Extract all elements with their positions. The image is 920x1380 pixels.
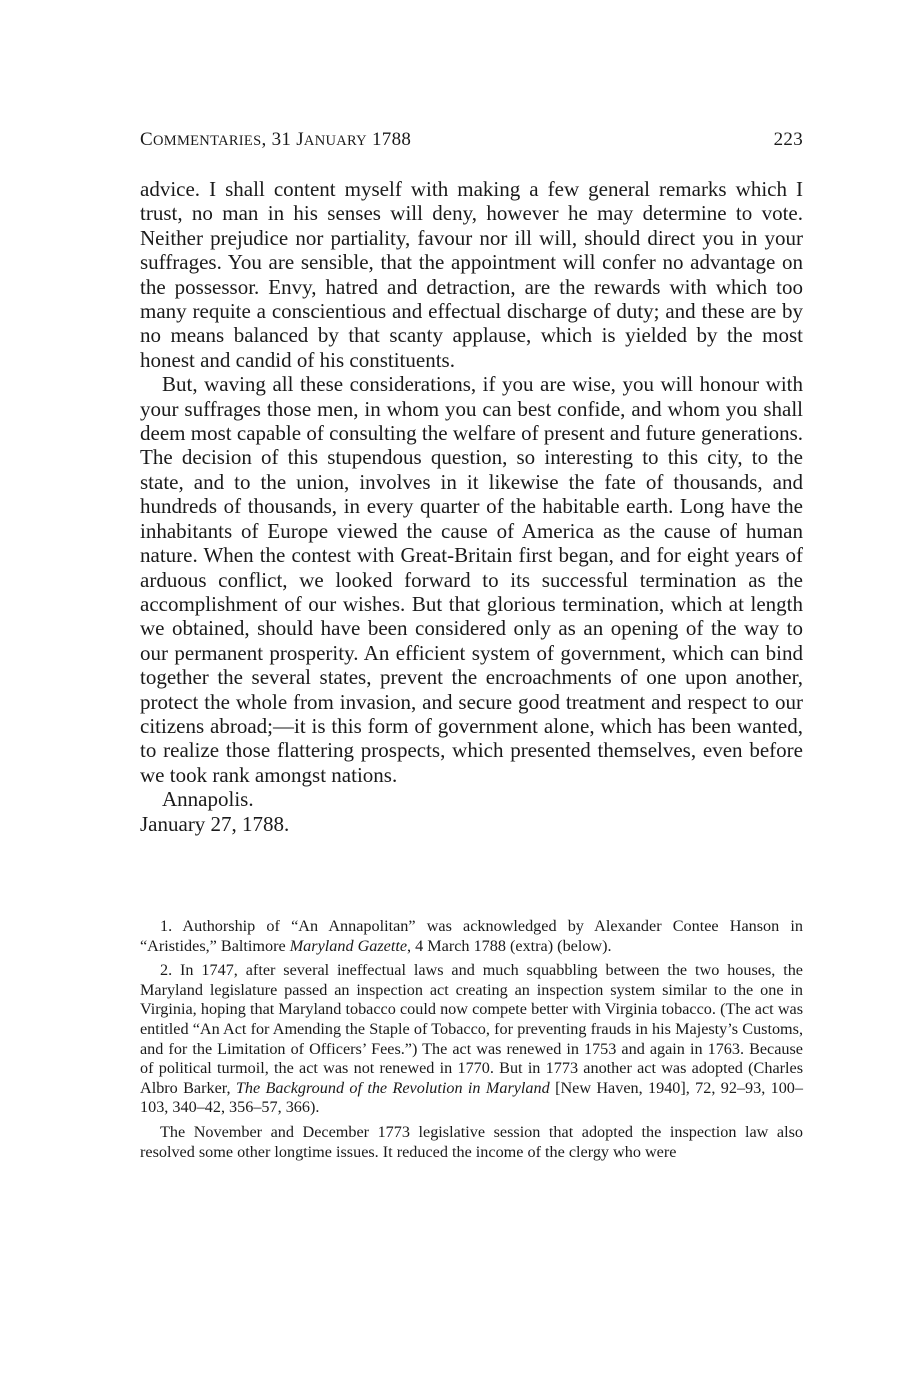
running-title-part: OMMENTARIES [152,133,262,149]
footnote-1 [140,917,803,956]
page-number: 223 [773,129,803,150]
running-title-part: , 31 [261,129,297,150]
footnote-segment: The November and December 1773 legislative session that adopted the inspection law also resolved some other longtime issues. It reduced the income of the clergy who were [140,1122,803,1161]
footnote-segment: Maryland Gazette [289,936,408,955]
footnote-segment: , 4 March 1788 (extra) (below). [407,936,612,955]
footnotes [140,917,803,1167]
footnote-segment: The Background of the Revolution in Maryland [235,1078,550,1097]
footnote-segment: 1. Authorship of “An Annapolitan” was acknowledged by Alexander Contee Hanson in “Aristides,” Baltimore [140,917,803,955]
dateline-place: Annapolis. [162,787,254,812]
main-text [140,177,803,836]
running-title-part: J [296,129,304,150]
running-title-part: ANUARY [303,133,367,149]
footnote-2 [140,961,803,1118]
footnote-segment: [New Haven, 1940], 72, 92–93, 100–103, 340–42, 356–57, 366). [140,1078,803,1117]
running-header [140,128,803,153]
dateline-date: January 27, 1788. [140,811,290,836]
body-paragraph-2: But, waving all these considerations, if you are wise, you will honour with your suffrages those men, in whom you can best confide, and whom you shall deem most capable of consulting the welfare of present and future generations. The decision of this stupendous question, so interesting to this city, to the state, and to the union, involves in it likewise the fate of thousands, and hundreds of thousands, in every quarter of the habitable earth. Long have the inhabitants of Europe viewed the cause of America as the cause of human nature. When the contest with Great-Britain first began, and for eight years of arduous conflict, we looked forward to its successful termination as the accomplishment of our wishes. But that glorious termination, which at length we obtained, should have been considered only as an opening of the way to our permanent prosperity. An efficient system of government, which can bind together the several states, prevent the encroachments of one upon another, protect the whole from invasion, and secure good treatment and respect to our citizens abroad;—it is this form of government alone, which has been wanted, to realize those flattering prospects, which presented themselves, even before we took rank amongst nations. [140,372,803,787]
running-title-part: C [140,129,153,150]
running-title [140,128,411,153]
body-paragraph-1: advice. I shall content myself with making a few general remarks which I trust, no man in his senses will deny, however he may determine to vote. Neither prejudice nor partiality, favour nor ill will, should direct you in your suffrages. You are sensible, that the appointment will confer no advantage on the possessor. Envy, hatred and detraction, are the rewards with which too many requite a conscientious and effectual discharge of duty; and these are by no means balanced by that scanty applause, which is yielded by the most honest and candid of his constituents. [140,177,803,372]
footnote-segment: 2. In 1747, after several ineffectual laws and much squabbling between the two houses, the Maryland legislature passed an inspection act creating an inspection system similar to the one in Virginia, hoping that Maryland tobacco could now compete better with Virginia tobacco. (The act was entitled “An Act for Amending the Staple of Tobacco, for preventing frauds in his Majesty’s Customs, and for the Limitation of Officers’ Fees.”) The act was renewed in 1753 and again in 1763. Because of political turmoil, the act was not renewed in 1770. But in 1773 another act was adopted (Charles Albro Barker, [140,961,803,1097]
footnote-3 [140,1123,803,1162]
running-title-part: 1788 [366,129,412,150]
